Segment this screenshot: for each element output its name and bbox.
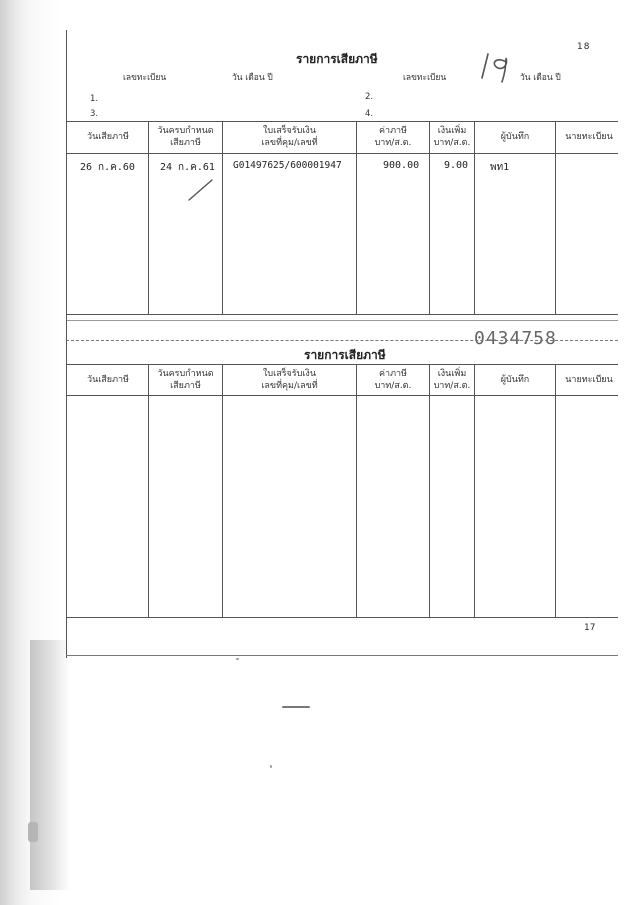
row-receipt: G01497625/600001947 (233, 160, 342, 171)
top-col-tax: ค่าภาษี บาท/ส.ต. (374, 126, 412, 148)
top-reg-label-right: เลขทะเบียน (403, 73, 447, 83)
top-col-due-date: วันครบกำหนด เสียภาษี (157, 126, 214, 148)
line-number-2: 2. (365, 92, 374, 102)
top-title: รายการเสียภาษี (296, 52, 378, 66)
top-col-pay-date: วันเสียภาษี (87, 132, 129, 142)
page-number-bottom: 17 (584, 623, 596, 633)
line-number-3: 3. (90, 109, 99, 119)
scan-mark (270, 765, 272, 768)
scan-mark (236, 658, 239, 660)
top-col-surcharge: เงินเพิ่ม บาท/ส.ต. (433, 126, 471, 148)
scan-shadow-lower (30, 640, 70, 890)
row-surcharge: 9.00 (444, 160, 469, 171)
scan-mark (28, 822, 38, 842)
bottom-col-due-date: วันครบกำหนด เสียภาษี (157, 369, 214, 391)
handwritten-number-19 (476, 48, 526, 88)
page-number-top: 18 (577, 42, 591, 52)
top-reg-label-left: เลขทะเบียน (123, 73, 167, 83)
stamp-number: 0434758 (474, 328, 557, 349)
bottom-col-tax: ค่าภาษี บาท/ส.ต. (374, 369, 412, 391)
top-col-receipt: ใบเสร็จรับเงิน เลขที่คุม/เลขที่ (261, 126, 318, 148)
row-pay-date: 26 ก.ค.60 (80, 162, 135, 173)
bottom-col-pay-date: วันเสียภาษี (87, 375, 129, 385)
line-number-4: 4. (365, 109, 374, 119)
top-col-recorder: ผู้บันทึก (500, 132, 530, 142)
bottom-col-registrar: นายทะเบียน (565, 375, 613, 385)
bottom-col-receipt: ใบเสร็จรับเงิน เลขที่คุม/เลขที่ (261, 369, 318, 391)
row-tax: 900.00 (383, 160, 420, 171)
perforation-line (66, 340, 618, 341)
row-recorder: พท1 (490, 162, 510, 173)
signature-stroke (186, 176, 216, 204)
bottom-col-surcharge: เงินเพิ่ม บาท/ส.ต. (433, 369, 471, 391)
row-due-date: 24 ก.ค.61 (160, 162, 215, 173)
scan-mark (282, 706, 310, 708)
top-date-label-left: วัน เดือน ปี (232, 73, 273, 83)
line-number-1: 1. (90, 94, 99, 104)
top-date-label-right: วัน เดือน ปี (520, 73, 561, 83)
top-col-registrar: นายทะเบียน (565, 132, 613, 142)
bottom-title: รายการเสียภาษี (304, 348, 386, 362)
bottom-col-recorder: ผู้บันทึก (500, 375, 530, 385)
